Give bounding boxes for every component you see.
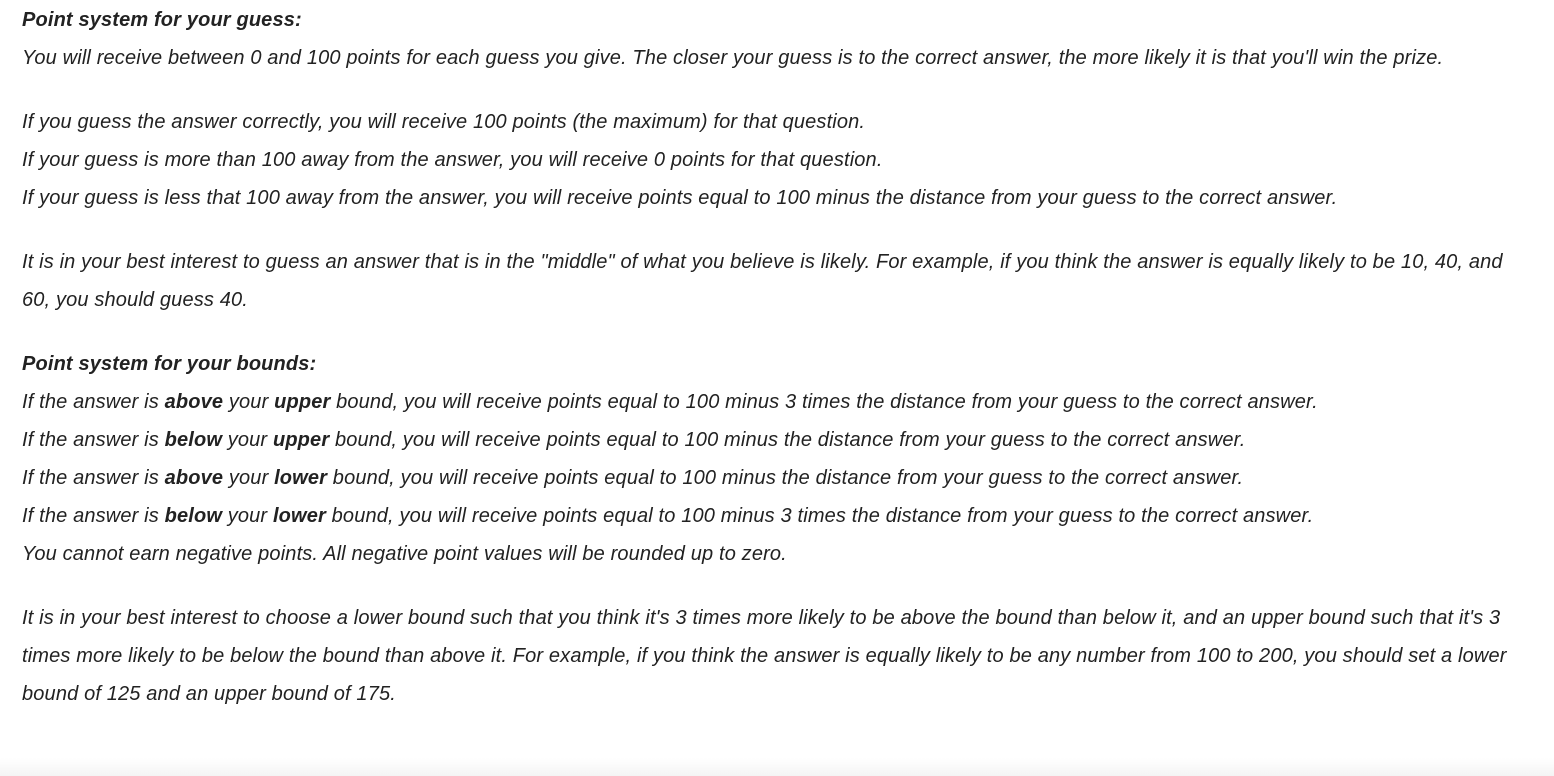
rule-position: below bbox=[164, 429, 223, 451]
rule-position: above bbox=[164, 467, 224, 489]
rule-text: bound, you will receive points equal to 100 minus 3 times the distance from your guess to the correct answer. bbox=[325, 505, 1314, 527]
rule-text: If the answer is bbox=[22, 429, 165, 451]
rule-bound: lower bbox=[272, 505, 326, 527]
rule-text: your bbox=[222, 429, 273, 451]
bounds-rule-2 bbox=[22, 421, 1534, 459]
rule-position: below bbox=[164, 505, 223, 527]
rule-position: above bbox=[164, 391, 224, 413]
rule-text: If the answer is bbox=[22, 467, 165, 489]
bounds-advice: It is in your best interest to choose a lower bound such that you think it's 3 times more likely to be above the bound than below it, and an upper bound such that it's 3 times more likely to be below the bound than above it. For example, if you think the answer is equally likely to be any number from 100 to 200, you should set a lower bound of 125 and an upper bound of 175. bbox=[22, 607, 1513, 705]
rule-text: your bbox=[222, 505, 273, 527]
bounds-rule-3 bbox=[22, 459, 1534, 497]
bounds-rule-1 bbox=[22, 383, 1534, 421]
rule-text: bound, you will receive points equal to 100 minus 3 times the distance from your guess to the correct answer. bbox=[330, 391, 1318, 413]
bounds-note: You cannot earn negative points. All negative point values will be rounded up to zero. bbox=[22, 543, 787, 565]
rule-text: If the answer is bbox=[22, 505, 165, 527]
guess-rule-1: If you guess the answer correctly, you will receive 100 points (the maximum) for that question. bbox=[22, 111, 866, 133]
guess-heading: Point system for your guess: bbox=[22, 9, 302, 31]
rule-text: bound, you will receive points equal to 100 minus the distance from your guess to the correct answer. bbox=[329, 429, 1246, 451]
spacer bbox=[22, 319, 1534, 345]
spacer bbox=[22, 217, 1534, 243]
instructions-content bbox=[22, 0, 1534, 713]
spacer bbox=[22, 77, 1534, 103]
guess-intro: You will receive between 0 and 100 points for each guess you give. The closer your guess is to the correct answer, the more likely it is that you'll win the prize. bbox=[22, 47, 1444, 69]
guess-advice: It is in your best interest to guess an answer that is in the "middle" of what you believe is likely. For example, if you think the answer is equally likely to be 10, 40, and 60, you should guess 40. bbox=[22, 251, 1509, 311]
rule-text: your bbox=[223, 391, 275, 413]
bottom-shade bbox=[0, 758, 1554, 776]
rule-text: bound, you will receive points equal to 100 minus the distance from your guess to the correct answer. bbox=[327, 467, 1244, 489]
rule-bound: upper bbox=[272, 429, 330, 451]
bounds-heading: Point system for your bounds: bbox=[22, 353, 317, 375]
spacer bbox=[22, 573, 1534, 599]
bounds-rule-4 bbox=[22, 497, 1534, 535]
rule-bound: upper bbox=[274, 391, 331, 413]
guess-rule-2: If your guess is more than 100 away from the answer, you will receive 0 points for that question. bbox=[22, 149, 883, 171]
rule-bound: lower bbox=[274, 467, 328, 489]
rule-text: your bbox=[223, 467, 275, 489]
guess-rule-3: If your guess is less that 100 away from the answer, you will receive points equal to 100 minus the distance from your guess to the correct answer. bbox=[22, 187, 1338, 209]
rule-text: If the answer is bbox=[22, 391, 165, 413]
